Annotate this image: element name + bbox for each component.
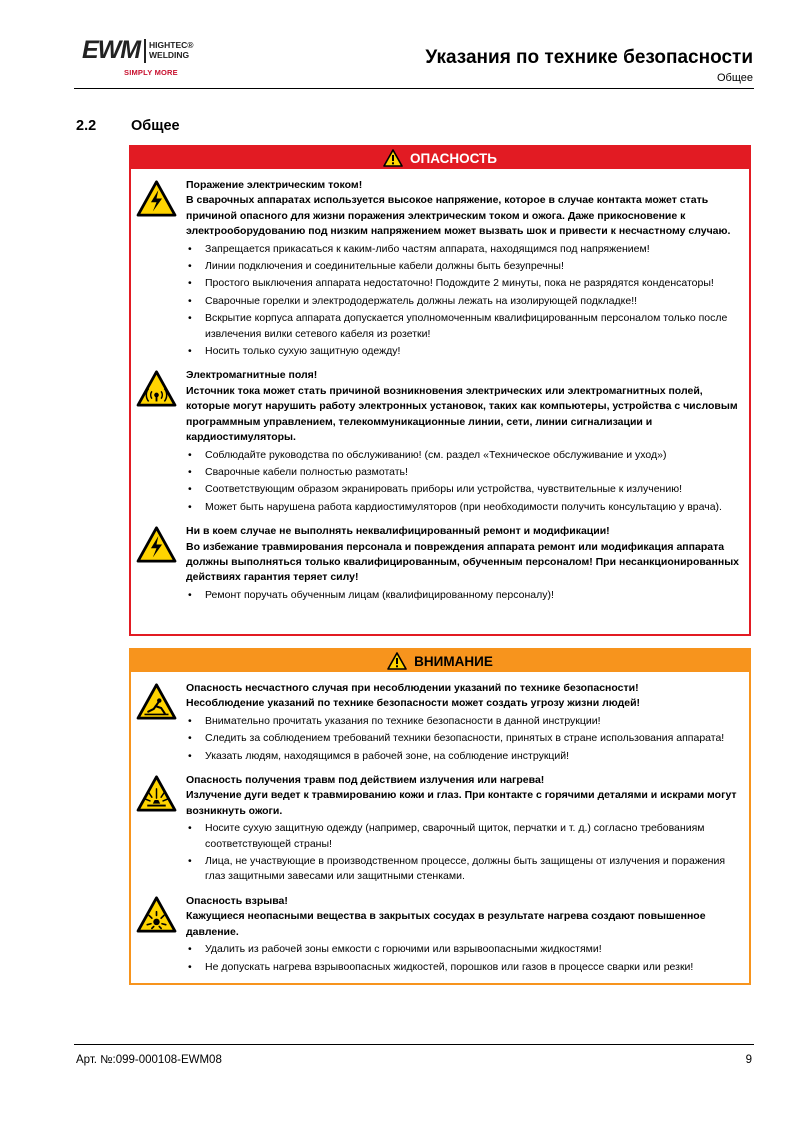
danger-entry-repair xyxy=(131,524,749,603)
warning-entry-accident xyxy=(131,681,749,764)
warning-label: ВНИМАНИЕ xyxy=(414,653,493,669)
section-number: 2.2 xyxy=(76,118,97,134)
list-item: • Удалить из рабочей зоны емкости с горючими или взрывоопасными жидкостями! xyxy=(186,942,745,957)
warning-entry-explosion xyxy=(131,894,749,975)
danger-entry-electromagnetic xyxy=(131,368,749,515)
entry-heading: Электромагнитные поля! xyxy=(186,369,318,382)
entry-description: Несоблюдение указаний по технике безопасности может создать угрозу жизни людей! xyxy=(186,697,641,710)
danger-entry-electric-shock xyxy=(131,178,749,359)
electromagnetic-field-icon xyxy=(136,370,177,407)
footer-divider xyxy=(74,1044,754,1045)
entry-list xyxy=(186,942,745,975)
entry-heading: Ни в коем случае не выполнять неквалифицированный ремонт и модификации! xyxy=(186,525,610,538)
entry-list xyxy=(186,821,745,885)
page-number: 9 xyxy=(745,1054,752,1066)
list-item: • Носите сухую защитную одежду (например, сварочный щиток, перчатки и т. д.) согласно требованиям соответствующей страны! xyxy=(186,821,745,852)
entry-list xyxy=(186,588,745,603)
header-divider xyxy=(74,88,754,89)
logo-line2: WELDING xyxy=(149,50,190,60)
entry-list xyxy=(186,448,745,516)
electric-shock-icon xyxy=(136,180,177,217)
list-item: • Запрещается прикасаться к каким-либо частям аппарата, находящимся под напряжением! xyxy=(186,242,745,257)
list-item: • Вскрытие корпуса аппарата допускается уполномоченным квалифицированным персоналом только после извлечения вилки сетевого кабеля из розетки! xyxy=(186,311,745,342)
entry-heading: Поражение электрическим током! xyxy=(186,179,363,191)
list-item: • Носить только сухую защитную одежду! xyxy=(186,344,745,359)
entry-list xyxy=(186,242,745,360)
entry-description: Во избежание травмирования персонала и повреждения аппарата ремонт или модификация аппарата должны выполняться только квалифицированным, обученным персоналом! При несанкционированных действиях гарантия теряет силу! xyxy=(186,540,740,584)
list-item: • Простого выключения аппарата недостаточно! Подождите 2 минуты, пока не разрядятся конденсаторы! xyxy=(186,276,745,291)
page-subtitle: Общее xyxy=(716,72,753,84)
entry-heading: Опасность несчастного случая при несоблюдении указаний по технике безопасности! xyxy=(186,682,639,694)
explosion-hazard-icon xyxy=(136,896,177,933)
logo-brand: EWM xyxy=(82,36,141,64)
article-number: Арт. №:099-000108-EWM08 xyxy=(76,1054,222,1066)
logo-slogan: SIMPLY MORE xyxy=(124,68,178,77)
accident-hazard-icon xyxy=(136,683,177,720)
ewm-logo xyxy=(82,36,202,86)
list-item: • Лица, не участвующие в производственном процессе, должны быть защищены от излучения и поражения глаз защитными завесами или защитными стенками. xyxy=(186,854,745,885)
list-item: • Сварочные кабели полностью размотать! xyxy=(186,465,745,480)
page-title: Указания по технике безопасности xyxy=(425,47,753,68)
list-item: • Линии подключения и соединительные кабели должны быть безупречны! xyxy=(186,259,745,274)
entry-description: Источник тока может стать причиной возникновения электрических или электромагнитных полей, которые могут нарушить работу электронных установок, таких как компьютеры, устройства с числовым программным управлением, телекоммуникационные линии, сети, линии сигнализации и кардиостимуляторы. xyxy=(186,384,738,444)
list-item: • Не допускать нагрева взрывоопасных жидкостей, порошков или газов в процессе сварки или резки! xyxy=(186,960,745,975)
list-item: • Сварочные горелки и электрододержатель должны лежать на изолирующей подкладке!! xyxy=(186,294,745,309)
danger-label: ОПАСНОСТЬ xyxy=(410,150,497,166)
list-item: • Ремонт поручать обученным лицам (квалифицированному персоналу)! xyxy=(186,588,745,603)
entry-description: Излучение дуги ведет к травмированию кожи и глаз. При контакте с горячими деталями и искрами могут возникнуть ожоги. xyxy=(186,789,737,817)
entry-heading: Опасность получения травм под действием излучения или нагрева! xyxy=(186,774,545,787)
warning-triangle-icon xyxy=(387,652,407,670)
list-item: • Может быть нарушена работа кардиостимуляторов (при необходимости получить консультацию у врача). xyxy=(186,500,745,515)
entry-list xyxy=(186,714,745,764)
danger-header xyxy=(131,147,749,169)
warning-triangle-icon xyxy=(383,149,403,167)
list-item: • Следить за соблюдением требований техники безопасности, принятых в стране использования аппарата! xyxy=(186,731,745,746)
warning-header xyxy=(131,650,749,672)
list-item: • Внимательно прочитать указания по технике безопасности в данной инструкции! xyxy=(186,714,745,729)
logo-separator xyxy=(144,39,146,63)
section-title: Общее xyxy=(131,118,180,134)
entry-heading: Опасность взрыва! xyxy=(186,894,288,907)
logo-tagline xyxy=(149,40,194,60)
radiation-heat-icon xyxy=(136,775,177,812)
list-item: • Соответствующим образом экранировать приборы или устройства, чувствительные к излучению! xyxy=(186,482,745,497)
list-item: • Соблюдайте руководства по обслуживанию! (см. раздел «Техническое обслуживание и уход») xyxy=(186,448,745,463)
entry-description: Кажущиеся неопасными вещества в закрытых сосудах в результате нагрева создают повышенное давление. xyxy=(186,910,706,938)
entry-description: В сварочных аппаратах используется высокое напряжение, которое в случае контакта может стать причиной опасного для жизни поражения электрическим током и ожога. Даже прикосновение к электрооборудованию под низким напряжением может вызвать шок и привести к несчастному случаю. xyxy=(186,194,731,238)
logo-line1: HIGHTEC® xyxy=(149,40,194,50)
warning-box xyxy=(129,648,751,985)
list-item: • Указать людям, находящимся в рабочей зоне, на соблюдение инструкций! xyxy=(186,749,745,764)
electric-shock-icon xyxy=(136,526,177,563)
warning-entry-radiation xyxy=(131,773,749,885)
danger-box xyxy=(129,145,751,636)
